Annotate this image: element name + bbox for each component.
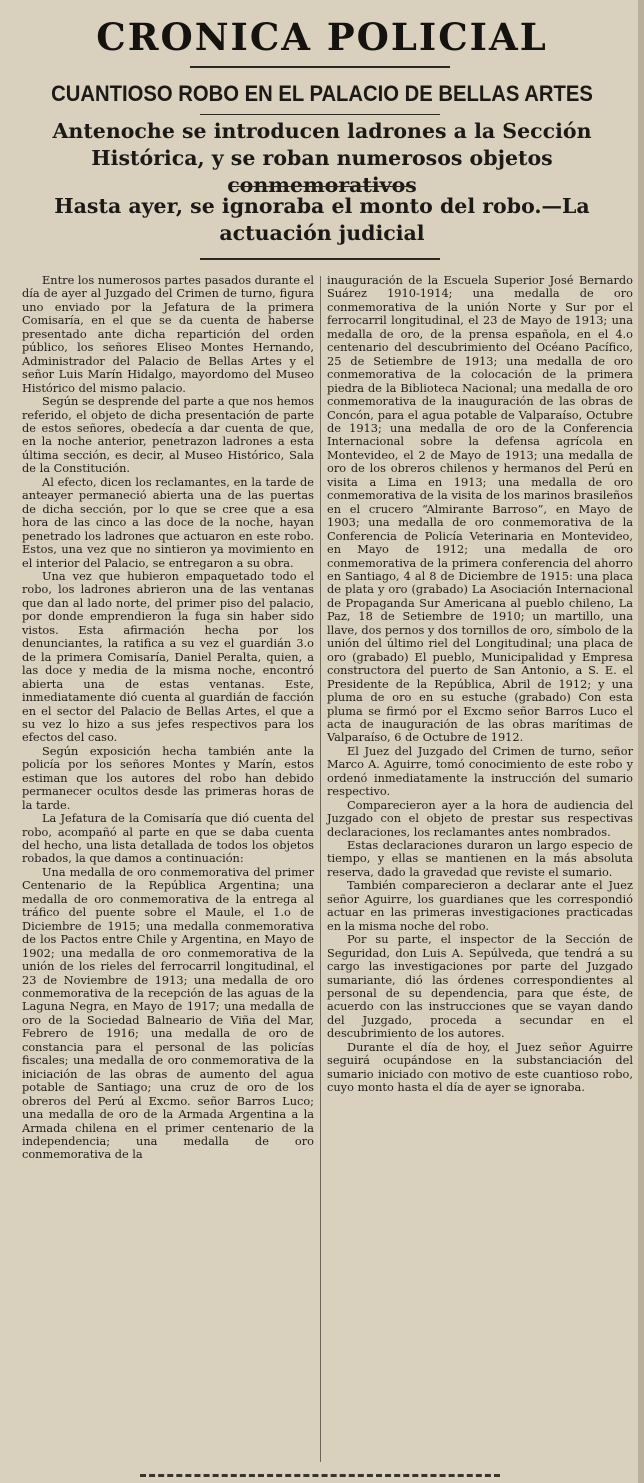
headline-main: CUANTIOSO ROBO EN EL PALACIO DE BELLAS ARTES — [51, 81, 593, 106]
paragraph: Según exposición hecha también ante la policía por los señores Montes y Marín, estos estiman que los autores del robo han debido permanecer ocultos desde las primeras horas de la tarde. — [22, 743, 314, 812]
paragraph: inauguración de la Escuela Superior José Bernardo Suárez 1910-1914; una medalla de oro conmemorativa de la unión Norte y Sur por el ferrocarril longitudinal, el 23 de Mayo de 1913; una medalla de oro, de la prensa española, en el 4.o centenario del descubrimiento del Océano Pacífico, 25 de Setiembre de 1913; una medalla de oro conmemorativa de la colocación de la primera piedra de la Biblioteca Nacional; una medalla de oro conmemorativa de la inauguración de las obras de Concón, para el agua potable de Valparaíso, Octubre de 1913; una medalla de oro de la Conferencia Internacional sobre la defensa agrícola en Montevideo, el 2 de Mayo de 1913; una medalla de oro de los obreros chilenos y hermanos del Perú en visita a Lima en 1913; una medalla de oro conmemorativa de la visita de los marinos brasileños en el crucero “Almirante Barroso”, en Mayo de 1903; una medalla de oro conmemorativa de la Conferencia de Policía Veterinaria en Montevideo, en Mayo de 1912; una medalla de oro conmemorativa de la primera conferencia del ahorro en Santiago, 4 al 8 de Diciembre de 1915: una placa de plata y oro (grabado) La Asociación Internacional de Propaganda Sur Americana al pueblo chileno, La Paz, 18 de Setiembre de 1910; un martillo, una llave, dos pernos y dos tornillos de oro, símbolo de la unión del último riel del Longitudinal; una placa de oro (grabado) El pueblo, Municipalidad y Empresa constructora del puerto de San Antonio, a S. E. el Presidente de la República, Abril de 1912; y una pluma de oro en su estuche (grabado) Con esta pluma se firmó por el Excmo señor Barros Luco el acta de inauguración de las obras marítimas de Valparaíso, 6 de Octubre de 1912. — [327, 273, 633, 745]
paragraph: Una vez que hubieron empaquetado todo el robo, los ladrones abrieron una de las ventanas que dan al lado norte, del primer piso del palacio, por donde emprendieron la fuga sin haber sido vistos. Esta afirmación hecha por los denunciantes, la ratifica a su vez el guardián 3.o de la primera Comisaría, Daniel Peralta, quien, a las doce y media de la misma noche, encontró abierta una de estas ventanas. Este, inmediatamente dió cuenta al guardián de facción en el sector del Palacio de Bellas Artes, el que a su vez lo hizo a sus jefes respectivos para los efectos del caso. — [22, 568, 314, 745]
paragraph: La Jefatura de la Comisaría que dió cuenta del robo, acompañó al parte en que se daba cuenta del hecho, una lista detallada de todos los objetos robados, la que damos a continuación: — [22, 811, 314, 866]
headline-rule — [200, 114, 440, 115]
headline-deck: Hasta ayer, se ignoraba el monto del robo.—La actuación judicial — [54, 194, 590, 245]
page-edge — [638, 0, 644, 1483]
paragraph: Estas declaraciones duraron un largo especio de tiempo, y ellas se mantienen en la más absoluta reserva, dado la gravedad que reviste el sumario. — [327, 838, 633, 879]
paragraph: El Juez del Juzgado del Crimen de turno, señor Marco A. Aguirre, tomó conocimiento de este robo y ordenó inmediatamente la instrucción del sumario respectivo. — [327, 743, 633, 799]
column-divider — [320, 276, 321, 1462]
article-column-left — [22, 274, 314, 1162]
paragraph: Entre los numerosos partes pasados durante el día de ayer al Juzgado del Crimen de turno, figura uno enviado por la Jefatura de la primera Comisaría, en el que se da cuenta de haberse presentado ante dicha repartición del orden público, los señores Eliseo Montes Hernando, Administrador del Palacio de Bellas Artes y el señor Luis Marín Hidalgo, mayordomo del Museo Histórico del mismo palacio. — [22, 273, 314, 395]
deck-rule — [200, 258, 440, 260]
paragraph: También comparecieron a declarar ante el Juez señor Aguirre, los guardianes que les correspondió actuar en las primeras investigaciones practicadas en la misma noche del robo. — [327, 878, 633, 933]
title-rule — [190, 66, 450, 68]
sub-rule — [230, 186, 410, 187]
paragraph: Durante el día de hoy, el Juez señor Aguirre seguirá ocupándose en la substanciación del sumario iniciado con motivo de este cuantioso robo, cuyo monto hasta el día de ayer se ignoraba. — [327, 1039, 633, 1095]
paragraph: Al efecto, dicen los reclamantes, en la tarde de anteayer permaneció abierta una de las puertas de dicha sección, por lo que se cree que a esa hora de las cinco a las doce de la noche, hayan penetrado los ladrones que actuaron en este robo. Estos, una vez que no sintieron ya movimiento en el interior del Palacio, se entregaron a su obra. — [22, 474, 314, 570]
paragraph: Según se desprende del parte a que nos hemos referido, el objeto de dicha presentación de parte de estos señores, obedecía a dar cuenta de que, en la noche anterior, penetrazon ladrones a esta última sección, es decir, al Museo Histórico, Sala de la Constitución. — [22, 394, 314, 476]
section-title: CRONICA POLICIAL — [96, 15, 548, 59]
paragraph: Por su parte, el inspector de la Sección de Seguridad, don Luis A. Sepúlveda, que tendrá a su cargo las investigaciones por parte del Juzgado sumariante, dió las órdenes correspondientes al personal de su dependencia, para que éste, de acuerdo con las instrucciones que se vayan dando del Juzgado, proceda a secundar en el descubrimiento de los autores. — [327, 932, 633, 1041]
end-rule — [140, 1474, 500, 1477]
article-column-right — [327, 274, 633, 1095]
paragraph: Una medalla de oro conmemorativa del primer Centenario de la República Argentina; una medalla de oro conmemorativa de la entrega al tráfico del puente sobre el Maule, el 1.o de Diciembre de 1915; una medalla conmemorativa de los Pactos entre Chile y Argentina, en Mayo de 1902; una medalla de oro conmemorativa de la unión de los rieles del ferrocarril longitudinal, el 23 de Noviembre de 1913; una medalla de oro conmemorativa de la recepción de las aguas de la Laguna Negra, en Mayo de 1917; una medalla de oro de la Sociedad Balneario de Viña del Mar, Febrero de 1916; una medalla de oro de constancia para el personal de las policías fiscales; una medalla de oro conmemorativa de la iniciación de las obras de aumento del agua potable de Santiago; una cruz de oro de los obreros del Perú al Excmo. señor Barros Luco; una medalla de oro de la Armada Argentina a la Armada chilena en el primer centenario de la independencia; una medalla de oro conmemorativa de la — [22, 864, 314, 1162]
headline-sub: Antenoche se introducen ladrones a la Sección Histórica, y se roban numerosos objetos conmemorativos — [52, 119, 592, 197]
paragraph: Comparecieron ayer a la hora de audiencia del Juzgado con el objeto de prestar sus respectivas declaraciones, los reclamantes antes nombrados. — [327, 797, 633, 839]
